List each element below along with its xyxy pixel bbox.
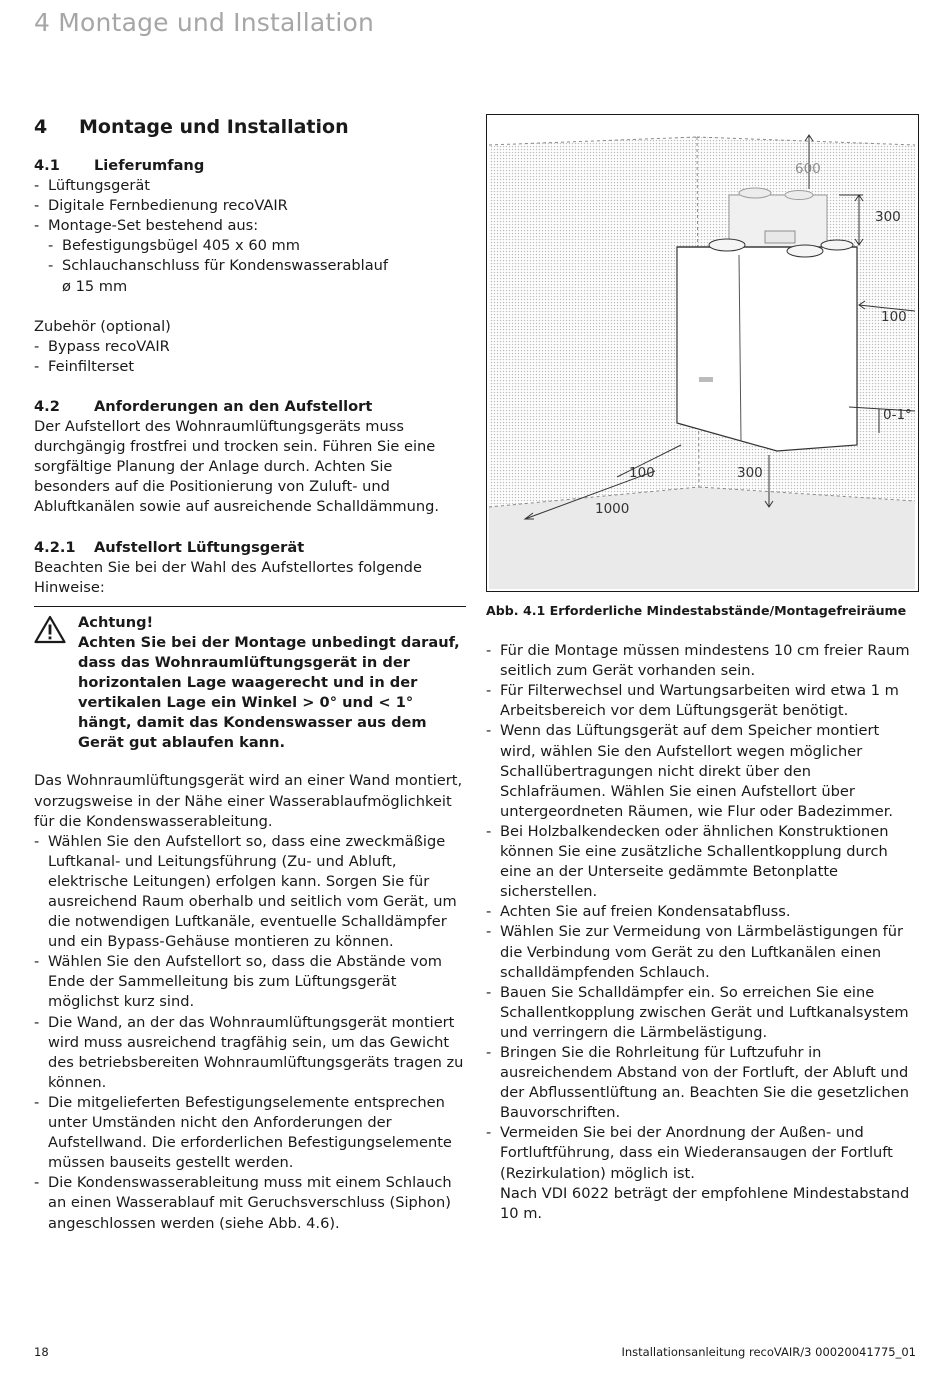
figure-caption: Abb. 4.1 Erforderliche Mindestabstände/Montagefreiräume (486, 603, 907, 618)
section-4-1-heading (34, 156, 466, 176)
section-4-2-1-intro: Beachten Sie bei der Wahl des Aufstellortes folgende Hinweise: (34, 558, 422, 596)
list-item: - Die mitgelieferten Befestigungselemente entsprechen unter Umständen nicht den Anforderungen der Aufstellwand. Die erforderlichen Befestigungselemente müssen bauseits gestellt werden. (34, 1093, 466, 1173)
left-column (34, 114, 466, 1234)
section-4-2-1-heading (34, 538, 466, 558)
section-4-2-text: Der Aufstellort des Wohnraumlüftungsgeräts muss durchgängig frostfrei und trocken sein. Führen Sie eine sorgfältige Planung der Anlage durch. Achten Sie besonders auf die Positionierung von Zuluft- und Abluftkanälen sowie auf ausreichende Schalldämmung. (34, 418, 440, 516)
room-floor (489, 487, 915, 589)
list-item: - Montage-Set bestehend aus: (34, 216, 466, 236)
section-title: Lieferumfang (94, 157, 205, 174)
dim-label-300-front: 300 (737, 465, 763, 481)
chapter-title (34, 114, 466, 140)
warning-triangle-icon (34, 613, 78, 754)
list-item: - Für die Montage müssen mindestens 10 cm freier Raum seitlich zum Gerät vorhanden sein. (486, 641, 918, 681)
list-subitem: - Befestigungsbügel 405 x 60 mm (34, 236, 466, 256)
warning-title: Achtung! (78, 613, 154, 631)
list-item: - Feinfilterset (34, 357, 466, 377)
section-number: 4.1 (34, 157, 60, 174)
dim-label-100-side: 100 (881, 309, 907, 325)
dim-label-100-left: 100 (629, 465, 655, 481)
list-item: - Bringen Sie die Rohrleitung für Luftzufuhr in ausreichendem Abstand von der Fortluft, der Abluft und der Abflussentlüftung an. Beachten Sie die gesetzlichen Bauvorschriften. (486, 1043, 918, 1123)
site-requirements-list (486, 641, 918, 1184)
list-item: - Wenn das Lüftungsgerät auf dem Speicher montiert wird, wählen Sie den Aufstellort wegen möglicher Schallübertragungen nicht direkt über den Schlafräumen. Wählen Sie einen Aufstellort über untergeordneten Räumen, wie Flur oder Badezimmer. (486, 721, 918, 821)
dim-label-1000: 1000 (595, 501, 630, 517)
list-subitem-continuation: ø 15 mm (62, 277, 128, 295)
clearance-diagram (487, 115, 918, 591)
dim-label-300-top: 300 (875, 209, 901, 225)
section-4-2-heading (34, 397, 466, 417)
warning-text: Achten Sie bei der Montage unbedingt darauf, dass das Wohnraumlüftungsgerät in der horizontalen Lage waagerecht und in der vertikalen Lage ein Winkel > 0° und < 1° hängt, damit das Kondenswasser aus dem Gerät gut ablaufen kann. (78, 633, 460, 752)
list-item: - Bypass recoVAIR (34, 337, 466, 357)
list-item: - Bauen Sie Schalldämpfer ein. So erreichen Sie eine Schallentkopplung zwischen Gerät und Luftkanalsystem und verringern die Lärmbelästigung. (486, 983, 918, 1043)
footer-doc-title: Installationsanleitung recoVAIR/3 00020041775_01 (621, 1345, 916, 1359)
list-item: - Vermeiden Sie bei der Anordnung der Außen- und Fortluftführung, dass ein Wiederansaugen der Fortluft (Rezirkulation) möglich ist. (486, 1123, 918, 1183)
section-number: 4.2 (34, 397, 60, 415)
list-item: - Die Wand, an der das Wohnraumlüftungsgerät montiert wird muss ausreichend tragfähig sein, um das Gewicht des betriebsbereiten Wohnraumlüftungsgeräts tragen zu können. (34, 1013, 466, 1093)
accessories-title: Zubehör (optional) (34, 317, 171, 335)
ventilation-unit (677, 231, 857, 451)
list-item: - Für Filterwechsel und Wartungsarbeiten wird etwa 1 m Arbeitsbereich vor dem Lüftungsgerät benötigt. (486, 681, 918, 721)
list-subitem: - Schlauchanschluss für Kondenswasserablauf (34, 256, 466, 276)
accessories-list (34, 337, 466, 377)
installation-notes-list (34, 832, 466, 1234)
dim-label-600: 600 (795, 161, 821, 177)
chapter-title-text: Montage und Installation (79, 116, 349, 138)
section-title: Anforderungen an den Aufstellort (94, 397, 373, 415)
list-item: - Die Kondenswasserableitung muss mit einem Schlauch an einen Wasserablauf mit Geruchsverschluss (Siphon) angeschlossen werden (siehe Abb. 4.6). (34, 1173, 466, 1233)
page-number: 18 (34, 1345, 49, 1359)
section-number: 4.2.1 (34, 538, 76, 556)
section-title: Aufstellort Lüftungsgerät (94, 538, 305, 556)
list-item: - Achten Sie auf freien Kondensatabfluss. (486, 902, 918, 922)
list-item-continuation: Nach VDI 6022 beträgt der empfohlene Mindestabstand 10 m. (500, 1184, 910, 1222)
right-column (486, 114, 918, 1224)
list-item: - Lüftungsgerät (34, 176, 466, 196)
figure-4-1 (486, 114, 919, 592)
running-header: 4 Montage und Installation (34, 8, 375, 37)
list-item: - Wählen Sie den Aufstellort so, dass eine zweckmäßige Luftkanal- und Leitungsführung (Zu- und Abluft, elektrische Leitungen) erfolgen kann. Sorgen Sie für ausreichend Raum oberhalb und seitlich vom Gerät, um die notwendigen Luftkanäle, eventuelle Schalldämpfer und ein Bypass-Gehäuse montieren zu können. (34, 832, 466, 953)
warning-box (34, 606, 466, 754)
body-left-intro: Das Wohnraumlüftungsgerät wird an einer Wand montiert, vorzugsweise in der Nähe einer Wasserablaufmöglichkeit für die Kondenswasserableitung. (34, 772, 463, 830)
list-item: - Wählen Sie den Aufstellort so, dass die Abstände vom Ende der Sammelleitung bis zum Lüftungsgerät möglichst kurz sind. (34, 952, 466, 1012)
chapter-number: 4 (34, 116, 48, 138)
dim-label-tilt: 0-1° (883, 407, 912, 423)
scope-of-delivery-list (34, 176, 466, 276)
list-item: - Digitale Fernbedienung recoVAIR (34, 196, 466, 216)
list-item: - Bei Holzbalkendecken oder ähnlichen Konstruktionen können Sie eine zusätzliche Schallentkopplung durch eine an der Unterseite gedämmte Betonplatte sicherstellen. (486, 822, 918, 902)
list-item: - Wählen Sie zur Vermeidung von Lärmbelästigungen für die Verbindung vom Gerät zu den Luftkanälen einen schalldämpfenden Schlauch. (486, 922, 918, 982)
